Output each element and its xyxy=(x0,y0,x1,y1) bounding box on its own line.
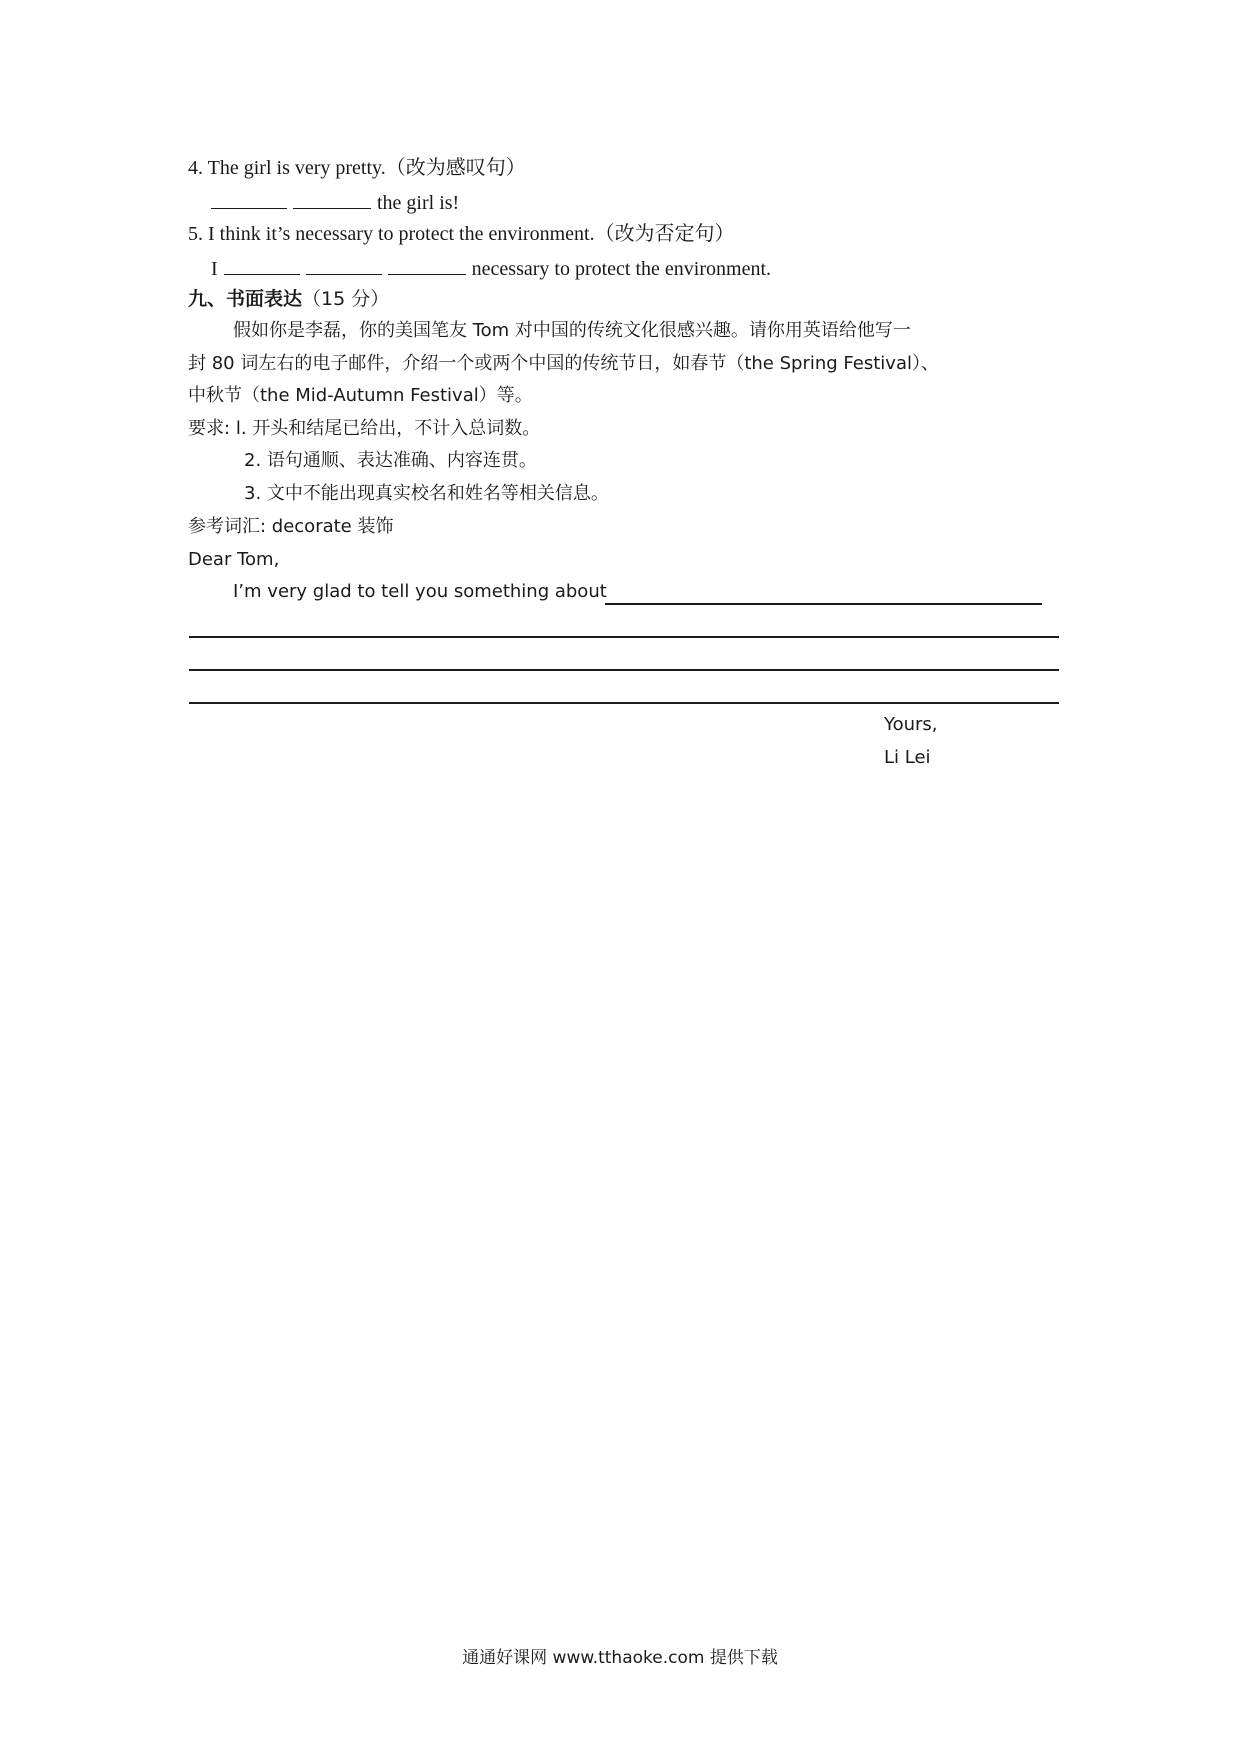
section-points: （15 分） xyxy=(302,288,390,310)
question-5-answer-line xyxy=(211,257,771,279)
writing-line-3[interactable] xyxy=(189,702,1059,704)
section-title: 九、书面表达 xyxy=(188,288,303,310)
prompt-line-1: 假如你是李磊，你的美国笔友 Tom 对中国的传统文化很感兴趣。请你用英语给他写一 xyxy=(233,320,911,341)
opening-answer-blank[interactable] xyxy=(605,603,1042,605)
letter-opening: I’m very glad to tell you something about xyxy=(233,581,607,602)
writing-line-1[interactable] xyxy=(189,636,1059,638)
reference-vocabulary: 参考词汇: decorate 装饰 xyxy=(188,516,394,537)
requirements-label: 要求: xyxy=(188,418,231,439)
letter-greeting: Dear Tom, xyxy=(188,549,280,570)
answer-blank[interactable] xyxy=(306,257,382,275)
question-5-answer-lead: I xyxy=(211,258,218,280)
writing-line-2[interactable] xyxy=(189,669,1059,671)
requirement-3: 3. 文中不能出现真实校名和姓名等相关信息。 xyxy=(244,483,609,504)
question-4: 4. The girl is very pretty.（改为感叹句） xyxy=(188,157,526,179)
prompt-line-3: 中秋节（the Mid-Autumn Festival）等。 xyxy=(188,385,533,406)
answer-blank[interactable] xyxy=(388,257,466,275)
section-heading xyxy=(188,290,389,309)
answer-blank[interactable] xyxy=(293,191,371,209)
question-4-answer-line xyxy=(211,191,459,213)
requirement-1 xyxy=(188,420,540,438)
answer-blank[interactable] xyxy=(211,191,287,209)
letter-signature: Li Lei xyxy=(884,747,931,768)
prompt-line-2: 封 80 词左右的电子邮件，介绍一个或两个中国的传统节日，如春节（the Spring Festival）、 xyxy=(188,353,939,374)
requirement-2: 2. 语句通顺、表达准确、内容连贯。 xyxy=(244,450,537,471)
question-5: 5. I think it’s necessary to protect the environment.（改为否定句） xyxy=(188,223,735,245)
letter-opening-line xyxy=(233,583,607,601)
question-5-answer-tail: necessary to protect the environment. xyxy=(471,258,772,280)
question-4-answer-tail: the girl is! xyxy=(377,192,460,214)
letter-closing: Yours, xyxy=(884,714,938,735)
answer-blank[interactable] xyxy=(224,257,300,275)
footer-credit: 通通好课网 www.tthaoke.com 提供下载 xyxy=(462,1648,778,1668)
requirement-text: l. 开头和结尾已给出，不计入总词数。 xyxy=(235,418,541,439)
